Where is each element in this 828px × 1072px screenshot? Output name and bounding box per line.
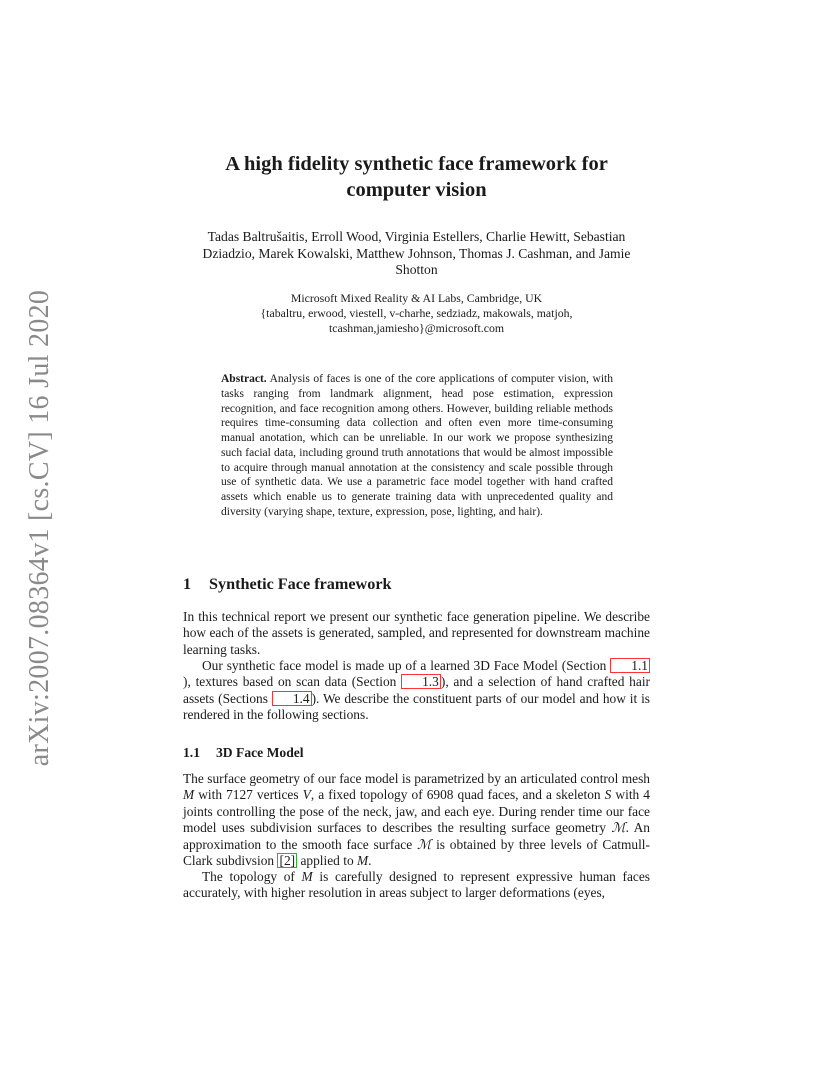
subsection-1-1-paragraph-1 xyxy=(183,771,650,869)
math-symbol: ℳ xyxy=(611,820,626,836)
math-symbol: M xyxy=(183,787,195,803)
abstract-label: Abstract. xyxy=(221,373,267,385)
subsection-1-1-heading xyxy=(183,745,304,761)
section-1-heading xyxy=(183,575,392,594)
paragraph-text: ), textures based on scan data (Section xyxy=(183,674,402,690)
abstract xyxy=(221,372,613,520)
authors-line-3: Shotton xyxy=(395,262,438,278)
arxiv-identifier-text: arXiv:2007.08364v1 [cs.CV] 16 Jul 2020 xyxy=(24,289,56,766)
paragraph-text: The topology of xyxy=(202,869,302,884)
authors-line-2: Dziadzio, Marek Kowalski, Matthew Johnson, Thomas J. Cashman, and Jamie xyxy=(202,245,631,261)
paper-title xyxy=(183,151,650,203)
section-1-paragraph-1: In this technical report we present our synthetic face generation pipeline. We describe how each of the assets is generated, sampled, and represented for downstream machine learning tasks. xyxy=(183,609,650,657)
subsection-1-1-number: 1.1 xyxy=(183,745,200,760)
section-1-paragraph-2 xyxy=(183,658,650,724)
math-symbol: ℳ xyxy=(416,836,432,852)
arxiv-identifier-stamp xyxy=(20,289,60,766)
paragraph-text: with 7127 vertices xyxy=(194,787,303,803)
subsection-1-1-title: 3D Face Model xyxy=(216,745,304,760)
paragraph-text: ). We describe the constituent parts of our model and how it is rendered in the following sections. xyxy=(183,690,650,723)
paragraph-text: . An approximation to the smooth face surface xyxy=(183,820,650,852)
paragraph-text: is carefully designed to represent expressive human faces accurately, with higher resolution in areas subject to larger deformations (eyes, xyxy=(183,869,650,901)
section-1-title: Synthetic Face framework xyxy=(209,575,392,593)
affiliation-block xyxy=(200,291,633,335)
paragraph-text: The surface geometry of our face model is parametrized by an articulated control mesh xyxy=(183,771,650,786)
paragraph-text: . xyxy=(368,853,372,869)
section-ref-link-1-3[interactable]: 1.3 xyxy=(401,674,441,689)
affiliation-line-1: Microsoft Mixed Reality & AI Labs, Cambridge, UK xyxy=(290,291,543,305)
affiliation-line-3: tcashman,jamiesho}@microsoft.com xyxy=(328,320,505,335)
author-list xyxy=(178,229,655,279)
paragraph-text: applied to xyxy=(297,853,357,869)
paragraph-text: , a fixed topology of 6908 quad faces, and a skeleton xyxy=(310,787,605,803)
math-symbol: M xyxy=(356,853,369,869)
paragraph-text: ), and a selection of hand crafted hair assets (Sections xyxy=(183,674,651,706)
affiliation-line-2: {tabaltru, erwood, viestell, v-charhe, sedziadz, makowals, matjoh, xyxy=(260,305,573,320)
section-ref-link-1-4[interactable]: 1.4 xyxy=(272,691,312,706)
authors-line-1: Tadas Baltrušaitis, Erroll Wood, Virginia Estellers, Charlie Hewitt, Sebastian xyxy=(207,229,626,244)
citation-link-2[interactable]: [2] xyxy=(279,853,296,869)
title-line-2: computer vision xyxy=(346,179,487,201)
paragraph-text: with 4 joints controlling the pose of the neck, jaw, and each eye. During render time our face model uses subdivision surfaces to describes the resulting surface geometry xyxy=(183,787,650,836)
paragraph-text: is obtained by three levels of Catmull-Clark subdivsion xyxy=(183,836,650,869)
math-symbol: V xyxy=(302,787,311,803)
paragraph-text: Our synthetic face model is made up of a learned 3D Face Model (Section xyxy=(202,658,611,673)
math-symbol: M xyxy=(301,869,313,884)
section-1-number: 1 xyxy=(183,575,192,593)
subsection-1-1-paragraph-2 xyxy=(183,869,650,902)
math-symbol: S xyxy=(604,787,612,803)
section-ref-link-1-1[interactable]: 1.1 xyxy=(610,658,650,673)
title-line-1: A high fidelity synthetic face framework for xyxy=(225,153,608,175)
abstract-text: Analysis of faces is one of the core applications of computer vision, with tasks ranging from landmark alignment, head pose estimation, expression recognition, and face recognition among others. However, building reliable methods requires time-consuming data collection and often even more time-consuming manual anotation, which can be unreliable. In our work we propose synthesizing such facial data, including ground truth annotations that would be almost impossible to acquire through manual annotation at the consistency and scale possible through use of synthetic data. We use a parametric face model together with hand crafted assets which enable us to generate training data with unprecedented quality and diversity (varying shape, texture, expression, pose, lighting, and hair). xyxy=(221,373,613,518)
